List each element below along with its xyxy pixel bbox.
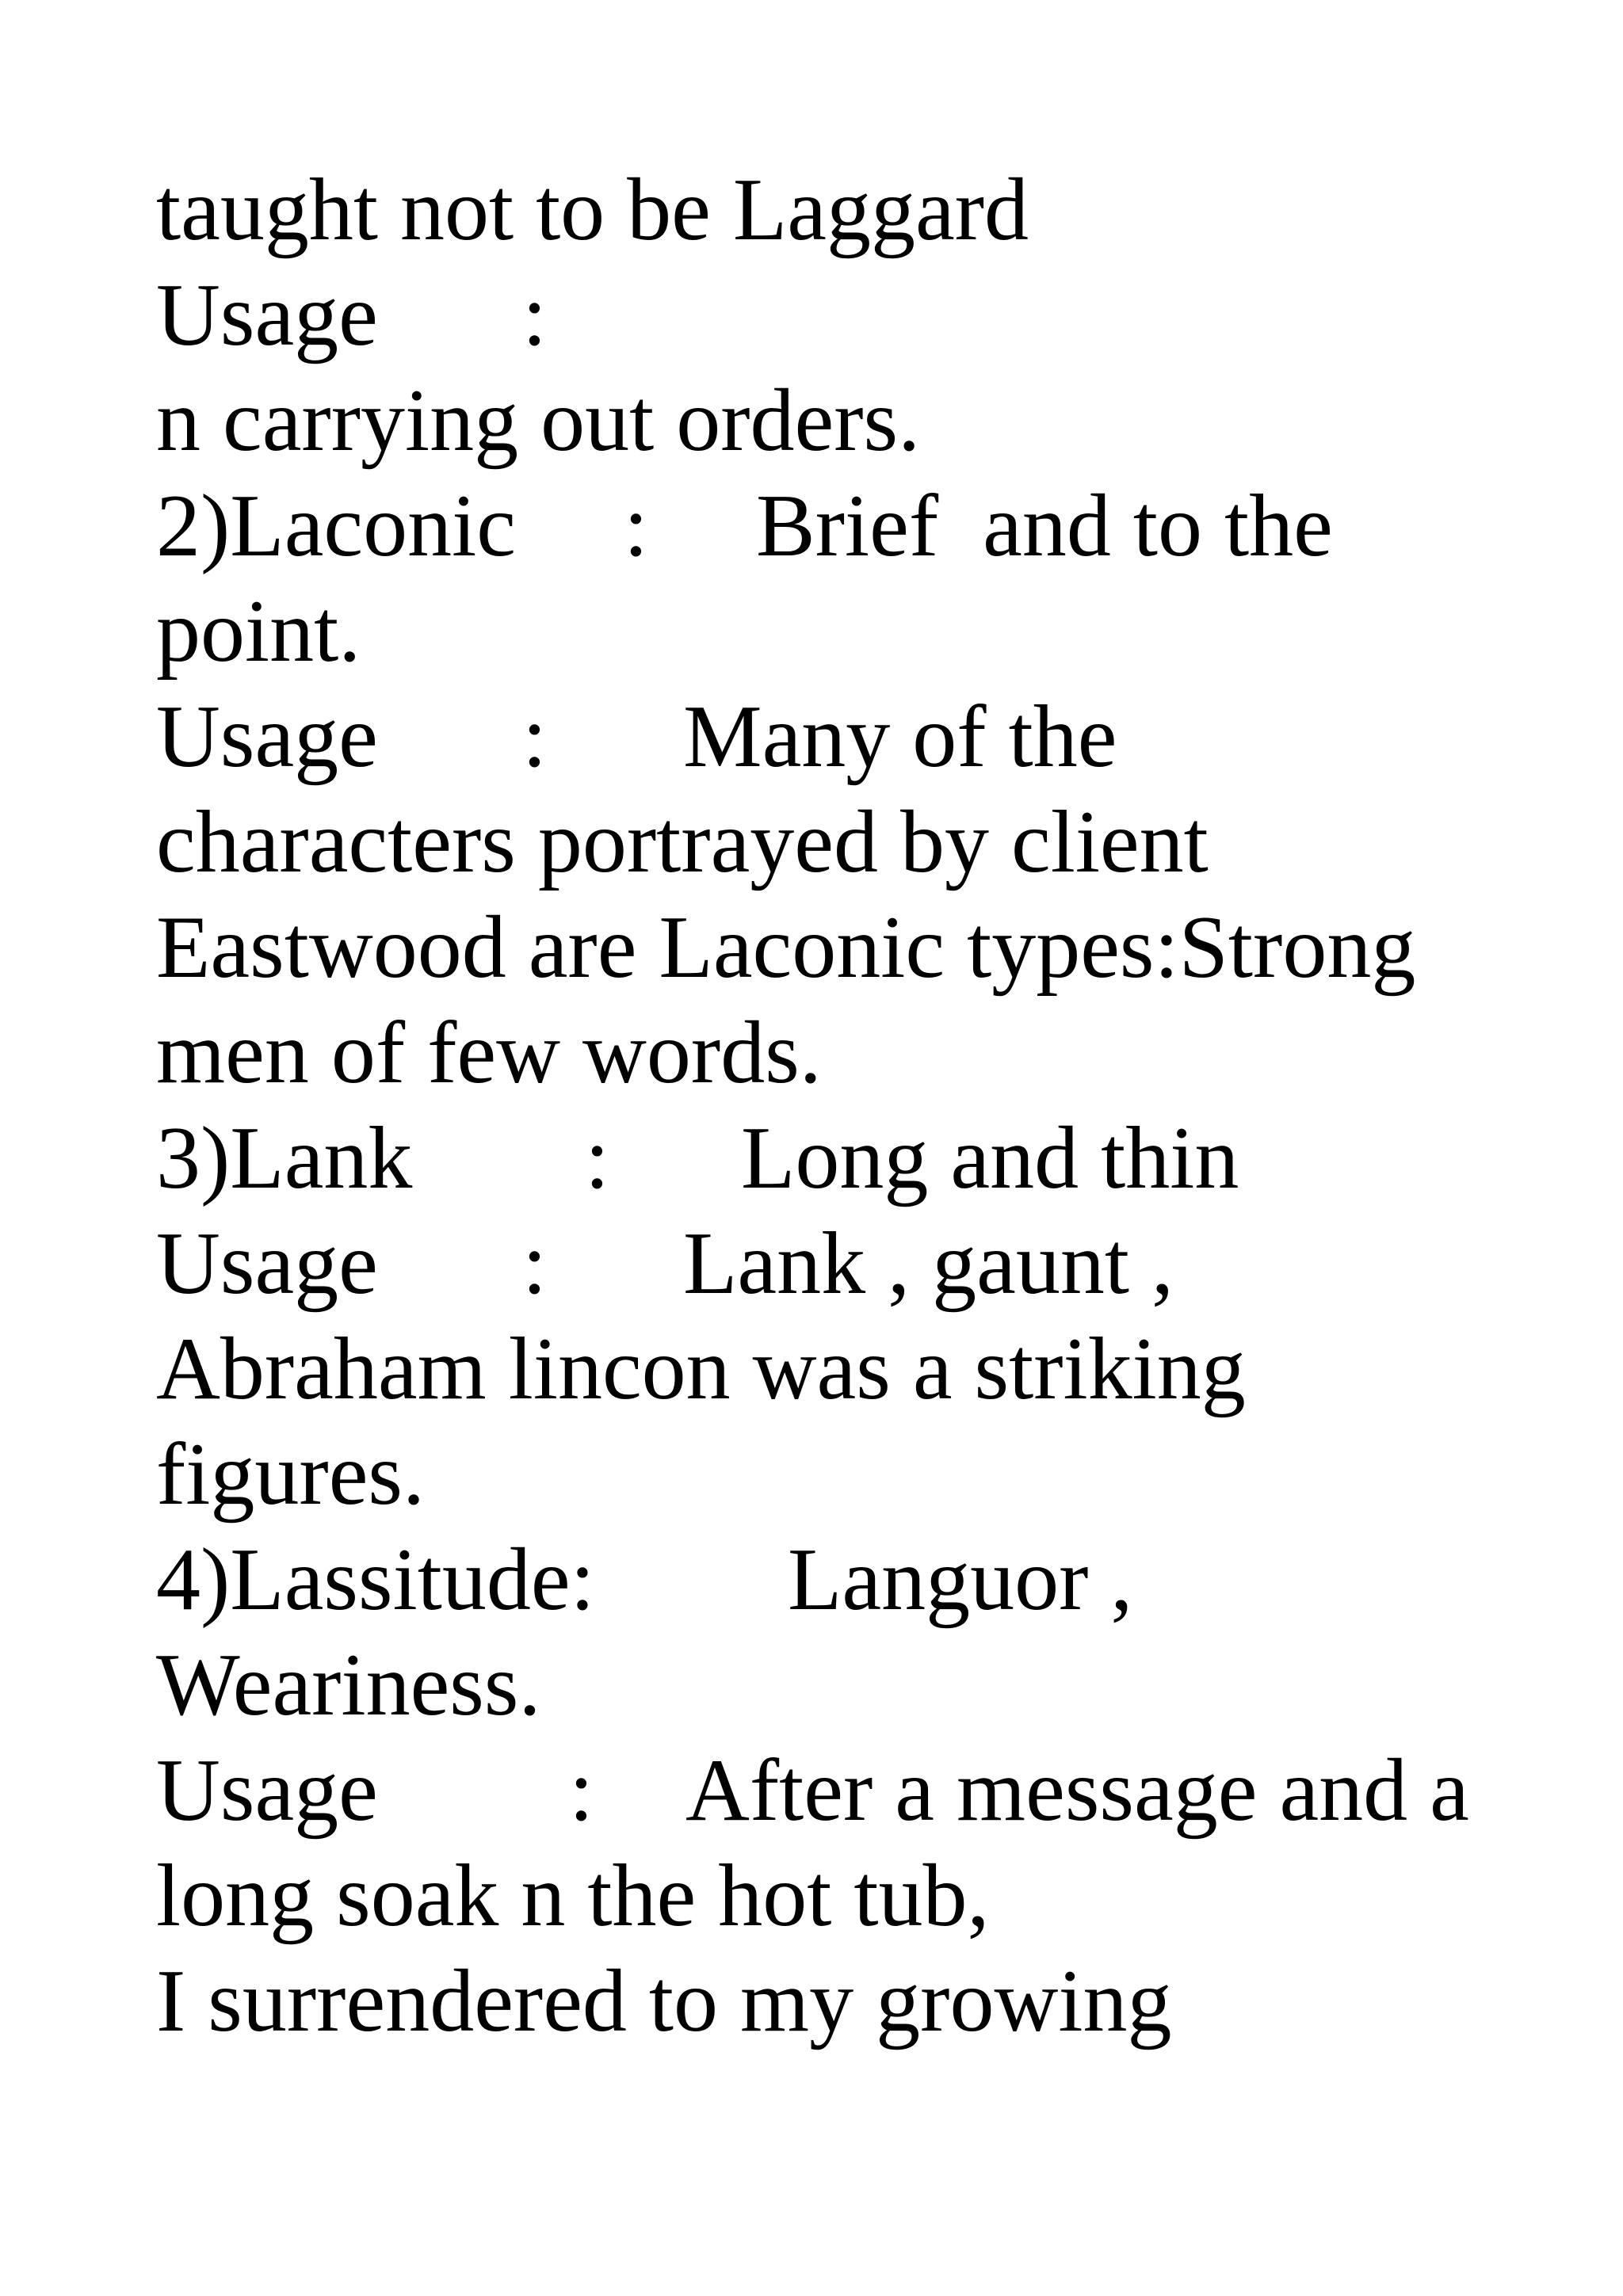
- text-line: [156, 368, 921, 474]
- text-line: [156, 1105, 1239, 1211]
- colon-separator: :: [569, 1741, 594, 1840]
- text-line: [156, 1737, 1469, 1844]
- line-text: point.: [156, 582, 361, 681]
- usage-label: Usage: [156, 1741, 378, 1840]
- line-text: Abraham lincon was a striking: [156, 1320, 1246, 1418]
- colon-separator: :: [522, 688, 548, 786]
- text-line: [156, 157, 1029, 263]
- vocab-definition: Brief and to the: [756, 477, 1333, 575]
- vocab-term: 2)Laconic: [156, 477, 516, 575]
- text-line: [156, 1527, 1133, 1633]
- text-line: [156, 1000, 822, 1106]
- text-line: [156, 1632, 541, 1738]
- text-line: [156, 1211, 1174, 1317]
- line-text: long soak n the hot tub,: [156, 1847, 990, 1945]
- text-line: [156, 894, 1416, 1001]
- colon-separator: :: [585, 1109, 610, 1207]
- colon-separator: :: [522, 266, 548, 364]
- vocab-term: 3)Lank: [156, 1109, 413, 1207]
- line-text: n carrying out orders.: [156, 372, 921, 470]
- line-text: men of few words.: [156, 1004, 822, 1102]
- text-line: [156, 1843, 990, 1949]
- line-text: Eastwood are Laconic types:Strong: [156, 898, 1416, 997]
- vocab-term: 4)Lassitude:: [156, 1531, 595, 1629]
- text-line: [156, 789, 1209, 895]
- usage-text: After a message and a: [685, 1741, 1469, 1840]
- usage-label: Usage: [156, 1215, 378, 1313]
- line-text: characters portrayed by client: [156, 793, 1209, 891]
- usage-text: Lank , gaunt ,: [683, 1215, 1174, 1313]
- vocab-definition: Languor ,: [788, 1531, 1133, 1629]
- line-text: taught not to be Laggard: [156, 161, 1029, 259]
- text-line: [156, 578, 361, 685]
- usage-label: Usage: [156, 266, 378, 364]
- text-line: [156, 473, 1333, 579]
- usage-label: Usage: [156, 688, 378, 786]
- text-line: [156, 1421, 426, 1527]
- text-line: [156, 684, 1117, 790]
- usage-text: Many of the: [683, 688, 1117, 786]
- text-line: [156, 1316, 1246, 1422]
- text-line: [156, 1948, 1172, 2054]
- text-line: [156, 262, 548, 368]
- colon-separator: :: [624, 477, 649, 575]
- line-text: I surrendered to my growing: [156, 1952, 1172, 2050]
- colon-separator: :: [522, 1215, 548, 1313]
- line-text: figures.: [156, 1425, 426, 1524]
- line-text: Weariness.: [156, 1636, 541, 1734]
- vocab-definition: Long and thin: [741, 1109, 1239, 1207]
